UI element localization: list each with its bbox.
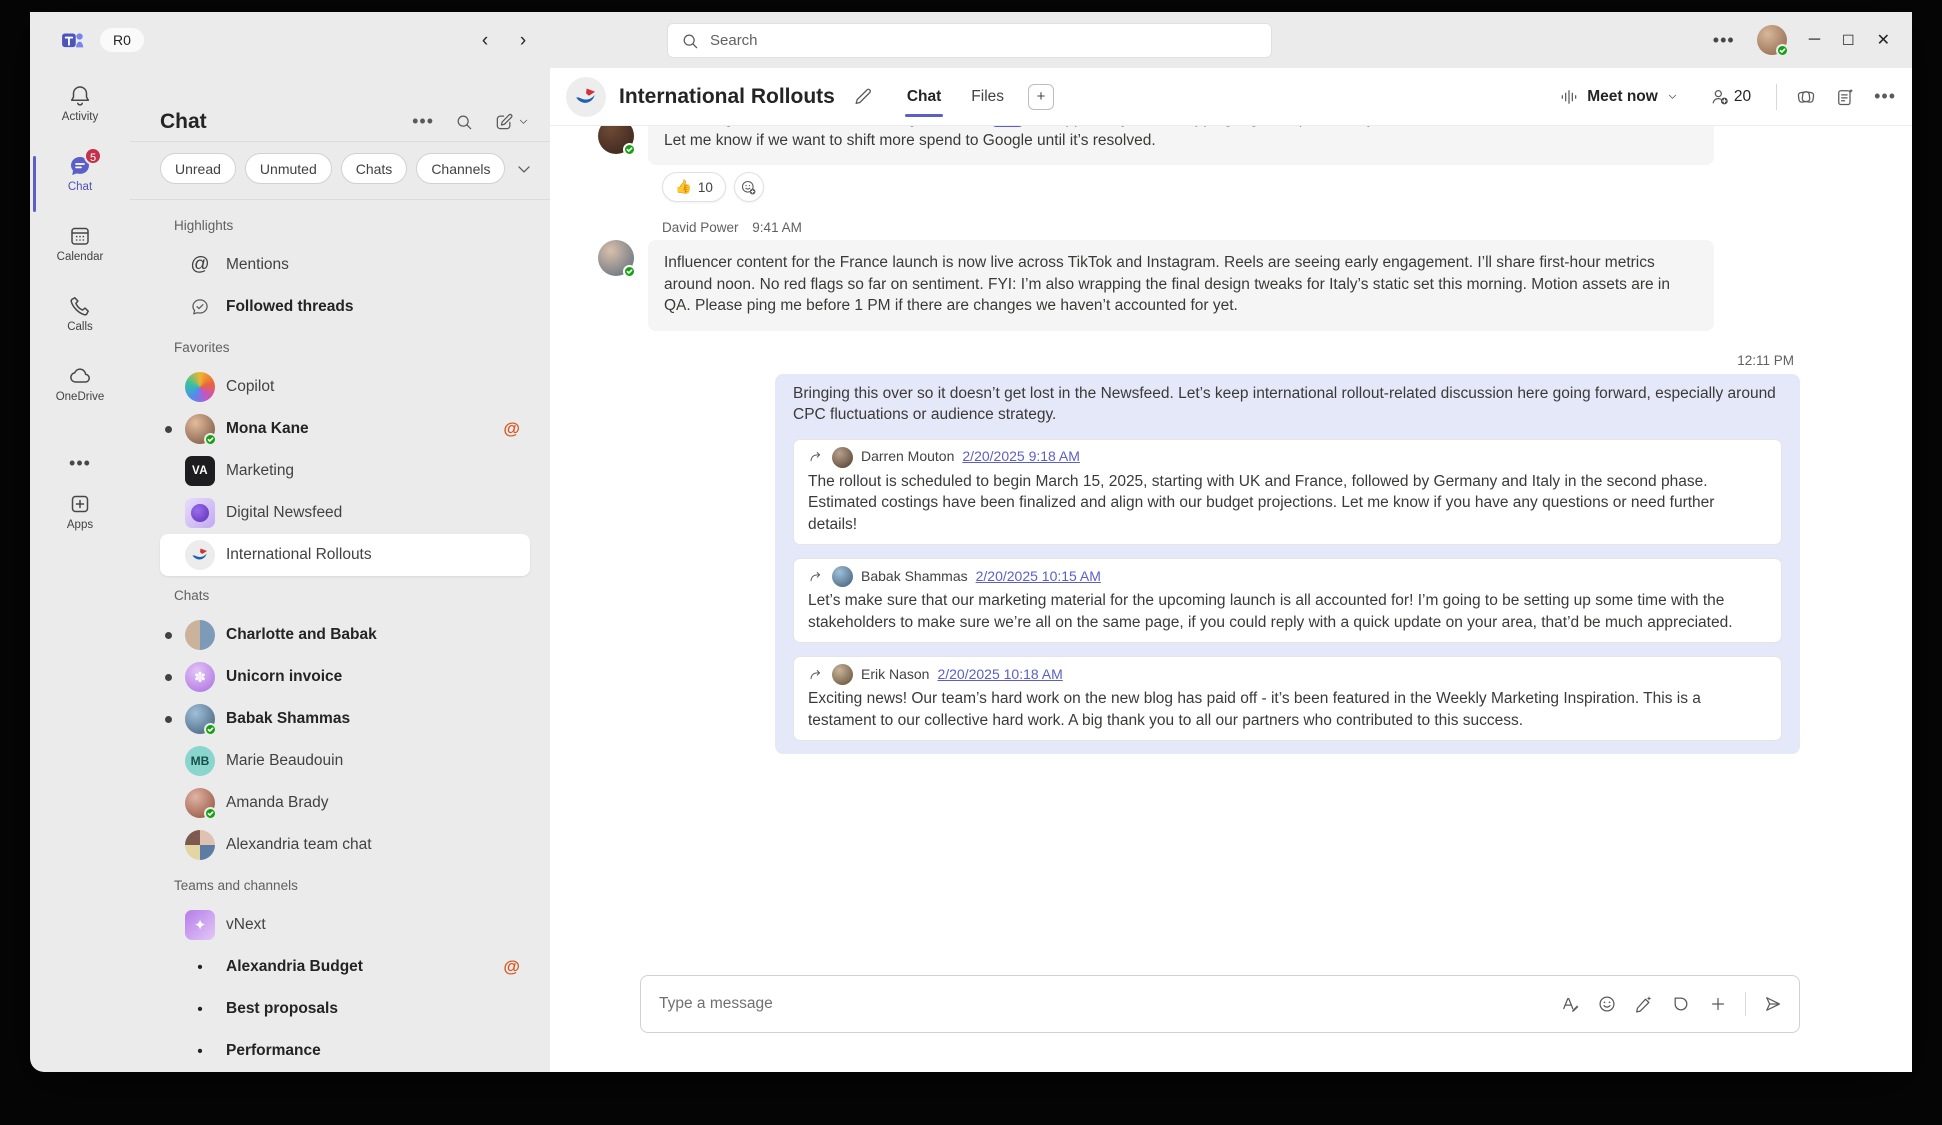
channel-bullet: • [197, 958, 203, 976]
list-item-charlotte-and-babak[interactable]: Charlotte and Babak [160, 614, 530, 656]
presence-available-icon [623, 143, 636, 156]
list-item-digital-newsfeed[interactable]: Digital Newsfeed [160, 492, 530, 534]
titlebar-more-icon[interactable]: ••• [1712, 29, 1735, 50]
list-item-unicorn-invoice[interactable]: ✽ Unicorn invoice [160, 656, 530, 698]
avatar [185, 788, 215, 818]
conversation-list [146, 206, 540, 1072]
list-item-alexandria-budget[interactable]: • Alexandria Budget @ [160, 946, 530, 988]
active-indicator [33, 156, 36, 212]
rail-item-activity[interactable]: Activity [30, 84, 130, 154]
presence-available-icon [623, 265, 636, 278]
sent-timestamp: 12:11 PM [1737, 352, 1794, 368]
avatar [832, 566, 853, 587]
vnext-avatar: ✦ [185, 910, 215, 940]
maximize-button[interactable]: ☐ [1842, 31, 1855, 48]
channel-bullet: • [197, 1042, 203, 1060]
message-bubble [648, 240, 1714, 331]
divider [1776, 84, 1777, 110]
unread-dot [162, 426, 174, 433]
conversation-header [550, 68, 1912, 126]
group-avatar [185, 620, 215, 650]
followed-threads-icon [185, 297, 215, 317]
titlebar [30, 12, 1912, 68]
thumbs-up-reaction[interactable] [662, 172, 726, 202]
attach-plus-icon[interactable] [1708, 994, 1728, 1014]
list-item-alexandria-team-chat[interactable]: Alexandria team chat [160, 824, 530, 866]
unread-dot [162, 632, 174, 639]
avatar [832, 664, 853, 685]
phone-icon [68, 294, 92, 318]
rail-item-chat[interactable]: 5 Chat [30, 154, 130, 224]
nav-forward-button[interactable]: › [508, 26, 538, 56]
rail-item-calls[interactable]: Calls [30, 294, 130, 364]
app-rail [30, 68, 130, 1072]
forward-arrow-icon [808, 449, 824, 465]
filters-chevron-down-icon[interactable] [514, 159, 534, 179]
chevron-down-icon [1666, 90, 1679, 103]
conversation-title: International Rollouts [619, 84, 835, 108]
quoted-card[interactable] [793, 656, 1782, 741]
filter-unmuted[interactable]: Unmuted [245, 153, 332, 184]
forward-arrow-icon [808, 569, 824, 585]
chat-list-panel [130, 68, 550, 1072]
section-chats: Chats [174, 587, 210, 603]
waveform-icon [1559, 87, 1579, 107]
calendar-icon [68, 224, 92, 248]
rollouts-logo-avatar [185, 540, 215, 570]
meeting-notes-icon[interactable] [1835, 87, 1855, 107]
message-meta [662, 220, 1912, 235]
message-list[interactable] [550, 126, 1912, 975]
apps-icon [68, 492, 92, 516]
mentions-at-icon: @ [190, 254, 210, 275]
quoted-text: Exciting news! Our team’s hard work on the new blog has paid off - it’s been featured in the Weekly Marketing Inspiration. This is a testament to our collective hard work. A big thank you to all our partners who contributed to this success. [808, 690, 1701, 729]
quoted-datetime-link[interactable]: 2/20/2025 10:15 AM [975, 567, 1101, 584]
group-avatar [185, 830, 215, 860]
message-david [550, 240, 1912, 331]
teams-logo-icon [60, 28, 86, 52]
avatar [185, 704, 215, 734]
rail-item-calendar[interactable]: Calendar [30, 224, 130, 294]
meet-now-button[interactable]: Meet now [1553, 86, 1685, 108]
filter-unread[interactable]: Unread [160, 153, 236, 184]
compose-box[interactable] [640, 975, 1800, 1033]
loop-component-icon[interactable] [1671, 994, 1691, 1014]
divider [130, 141, 550, 142]
search-icon [680, 31, 700, 51]
chat-search-icon[interactable] [454, 112, 474, 132]
sent-message-bubble [775, 374, 1800, 755]
participants-button[interactable]: 20 [1704, 86, 1757, 108]
search-input[interactable] [667, 23, 1272, 58]
avatar [185, 414, 215, 444]
quoted-text: The rollout is scheduled to begin March 15, 2025, starting with UK and France, followed by Germany and Italy in the second phase. Estimated costings have been finalized and align with our budget projections. Let me know if you have any questions or need further details! [808, 472, 1715, 533]
nav-back-button[interactable]: ‹ [470, 26, 500, 56]
filter-channels[interactable]: Channels [416, 153, 505, 184]
list-item-best-proposals[interactable]: • Best proposals [160, 988, 530, 1030]
list-item-marketing[interactable]: VA Marketing [160, 450, 530, 492]
marketing-avatar: VA [185, 456, 215, 486]
rail-item-onedrive[interactable]: OneDrive [30, 364, 130, 434]
unread-count-badge: 5 [84, 147, 102, 165]
reactions [662, 172, 1912, 202]
list-item-amanda-brady[interactable]: Amanda Brady [160, 782, 530, 824]
list-item-international-rollouts[interactable]: International Rollouts [160, 534, 530, 576]
list-item-babak-shammas[interactable]: Babak Shammas [160, 698, 530, 740]
account-avatar[interactable] [1757, 25, 1787, 55]
list-item-marie-beaudouin[interactable]: MB Marie Beaudouin [160, 740, 530, 782]
text-format-icon[interactable] [1560, 994, 1580, 1014]
more-icon: ••• [69, 452, 91, 473]
quoted-author: Babak Shammas [861, 567, 968, 584]
conversation-more-icon[interactable]: ••• [1874, 86, 1896, 106]
quoted-author: Darren Mouton [861, 448, 955, 465]
message-text: Influencer content for the France launch is now live across TikTok and Instagram. Reels are seeing early engagement. I’ll share first-hour metrics around noon. No red flags so far on sentiment. FYI: I’m also wrapping the final design tweaks for Italy’s static set this morning. Motion assets are in QA. Please ping me before 1 PM if there are changes we haven’t accounted for yet. [664, 254, 1670, 314]
filter-pills [160, 153, 530, 184]
person-add-icon [1710, 87, 1730, 107]
thumbs-up-icon: 👍 [675, 179, 692, 194]
copilot-avatar [185, 372, 215, 402]
divider [1745, 992, 1746, 1016]
initials-avatar: MB [185, 746, 215, 776]
divider [130, 199, 550, 200]
message-text: Let me know if we want to shift more spend to Google until it’s resolved. [664, 131, 1156, 149]
section-highlights: Highlights [174, 217, 234, 233]
rail-more-button[interactable] [30, 434, 130, 492]
avatar[interactable] [598, 240, 634, 276]
list-item-mona-kane[interactable]: Mona Kane @ [160, 408, 530, 450]
new-chat-icon[interactable] [494, 112, 530, 132]
teams-window [30, 12, 1912, 1072]
author-name: David Power [662, 220, 739, 235]
newsfeed-avatar [185, 498, 215, 528]
cloud-icon [68, 364, 92, 388]
unread-dot [162, 674, 174, 681]
minimize-button[interactable]: ─ [1808, 31, 1821, 48]
conversation-pane [550, 68, 1912, 1072]
channel-bullet: • [197, 1000, 203, 1018]
quoted-author: Erik Nason [861, 665, 930, 682]
unread-dot [162, 716, 174, 723]
conversation-avatar[interactable] [566, 77, 606, 117]
add-reaction-icon[interactable] [734, 172, 764, 202]
presence-available-icon [204, 807, 217, 820]
list-item-mentions[interactable]: @ Mentions [160, 244, 530, 286]
emoji-icon[interactable] [1597, 994, 1617, 1014]
quoted-text: Let’s make sure that our marketing material for the upcoming launch is all accounted for! I’m going to be setting up some time with the stakeholders to make sure we’re all on the same page, if you could reply with a quick update on your area, that’d be much appreciated. [808, 592, 1733, 631]
section-teams-and-channels: Teams and channels [174, 877, 298, 893]
forward-arrow-icon [808, 667, 824, 683]
list-item-vnext[interactable]: ✦ vNext [160, 904, 530, 946]
tab-chat[interactable]: Chat [907, 68, 941, 125]
filter-chats[interactable]: Chats [341, 153, 408, 184]
quoted-card[interactable] [793, 439, 1782, 546]
tab-files[interactable]: Files [971, 87, 1005, 105]
reaction-count: 10 [697, 179, 713, 195]
mention-badge: @ [503, 419, 520, 438]
quoted-datetime-link[interactable]: 2/20/2025 9:18 AM [962, 448, 1080, 465]
section-favorites: Favorites [174, 339, 230, 355]
close-button[interactable]: ✕ [1876, 32, 1890, 49]
presence-available-icon [204, 723, 217, 736]
list-item-copilot[interactable]: Copilot [160, 366, 530, 408]
panel-title: Chat [160, 109, 207, 133]
add-tab-icon[interactable]: + [1028, 84, 1054, 110]
mention-badge: @ [503, 957, 520, 976]
avatar [832, 447, 853, 468]
copilot-icon[interactable] [1796, 87, 1816, 107]
search-placeholder: Search [710, 32, 758, 49]
chat-filter-more-icon[interactable]: ••• [412, 111, 434, 131]
app-ring-badge: R0 [100, 28, 144, 52]
send-icon[interactable] [1763, 994, 1783, 1014]
presence-available-icon [1776, 44, 1789, 57]
message-text: Bringing this over so it doesn’t get lost in the Newsfeed. Let’s keep international rollout-related discussion here going forward, especially around CPC fluctuations or audience strategy. [793, 384, 1776, 423]
list-item-performance[interactable]: • Performance [160, 1030, 530, 1072]
compose-placeholder: Type a message [659, 995, 773, 1012]
rename-pencil-icon[interactable] [847, 86, 879, 108]
conversation-tabs [907, 68, 1004, 125]
list-item-followed-threads[interactable]: Followed threads [160, 286, 530, 328]
presence-available-icon [204, 433, 217, 446]
message-time: 9:41 AM [752, 220, 802, 235]
unicorn-avatar: ✽ [185, 662, 215, 692]
quoted-card[interactable] [793, 558, 1782, 643]
rewrite-pen-sparkle-icon[interactable] [1634, 994, 1654, 1014]
quoted-datetime-link[interactable]: 2/20/2025 10:18 AM [937, 665, 1063, 682]
rail-item-apps[interactable]: Apps [30, 492, 130, 562]
bell-icon [68, 84, 92, 108]
